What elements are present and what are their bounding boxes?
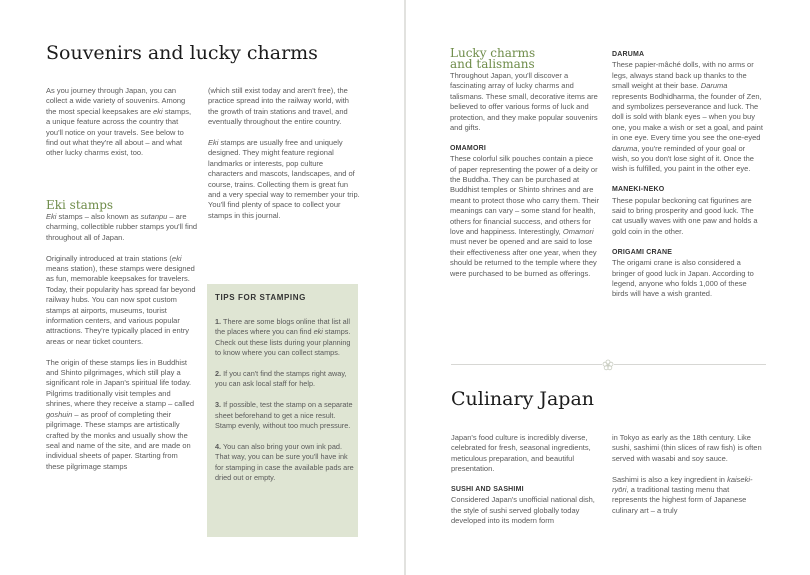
left-column-1 xyxy=(46,86,196,169)
tip-3: 3. If possible, test the stamp on a separate sheet beforehand to get a nice result. Stamp evenly, without too much pressure. xyxy=(215,400,353,431)
culinary-intro: Japan's food culture is incredibly diverse, celebrated for fresh, seasonal ingredients, meticulous preparation, and beautiful presentation. xyxy=(451,433,591,474)
sushi-section: SUSHI AND SASHIMI Considered Japan's unofficial national dish, the style of sushi served globally today developed into its modern form xyxy=(451,485,601,527)
maneki-neko-section: MANEKI-NEKO These popular beckoning cat figurines are said to bring prosperity and good luck. The cat usually waves with one paw and holds a gold coin in the other. xyxy=(612,185,764,237)
tip-1: 1. There are some blogs online that list all the places where you can find eki stamps. Check out these lists during your planning to know where you can collect stamps. xyxy=(215,317,351,358)
right-page xyxy=(406,0,810,575)
culinary-column-2 xyxy=(612,433,764,527)
tips-list xyxy=(215,317,355,494)
eki-paragraph-2: Originally introduced at train stations (eki means station), these stamps were designed as fun, memorable keepsakes for travelers. Today, their popularity has spread far beyond railway hubs. You can now spot custom stamps at airports, museums, tourist information centers, and various popular attractions. They're typically placed in entry areas or near ticket counters. xyxy=(46,253,196,346)
lucky-charms-heading: Lucky charms and talismans xyxy=(450,46,536,71)
omamori-section: OMAMORI These colorful silk pouches contain a piece of paper representing the power of a deity or the Buddha. They can be purchased at Buddhist temples or Shinto shrines and are meant to protect those who carry them. Their meanings can vary – some stand for health, others for financial success, and others for love and happiness. Interestingly, Omamori must never be opened and are said to lose their effectiveness after one year, when they should be returned to the temple where they were purchased to be burned as offerings. xyxy=(450,144,600,278)
culinary-title: Culinary Japan xyxy=(451,388,595,410)
culinary-column-1 xyxy=(451,433,601,537)
eki-stamps-heading: Eki stamps xyxy=(46,198,114,212)
intro-paragraph: As you journey through Japan, you can collect a wide variety of souvenirs. Among the most special keepsakes are eki stamps, a unique feature across the country that you'll notice on your travels. See below to find out what they're all about – and what other lucky charms exist, too. xyxy=(46,86,192,158)
maneki-neko-heading: MANEKI-NEKO xyxy=(612,186,665,194)
kaiseki-paragraph: Sashimi is also a key ingredient in kaiseki-ryōri, a traditional tasting menu that represents the highest form of Japanese culinary art – a truly xyxy=(612,474,753,515)
daruma-section: DARUMA These papier-mâché dolls, with no arms or legs, always stand back up thanks to the small weight at their base. Daruma represents Bodhidharma, the founder of Zen, and symbolizes perseverance and luck. The doll is sold with blank eyes – when you buy one, you make a wish or set a goal, and paint in one eye. Every time you see the one-eyed daruma, you're reminded of your goal or wish, so you don't lose sight of it. Once the wish is fulfilled, you paint in the other eye. xyxy=(612,51,763,174)
lucky-column-2 xyxy=(612,50,764,310)
tips-heading: TIPS FOR STAMPING xyxy=(215,293,306,302)
tip-4: 4. You can also bring your own ink pad. That way, you can be sure you'll have ink for stamping in case the available pads are dried out or empty. xyxy=(215,441,354,483)
flower-divider-icon xyxy=(602,358,614,370)
tip-2: 2. If you can't find the stamps right away, you can ask local staff for help. xyxy=(215,369,347,389)
sashimi-paragraph: in Tokyo as early as the 18th century. Like sushi, sashimi (thin slices of raw fish) is often served with wasabi and soy sauce. xyxy=(612,433,762,463)
eki-paragraph-3: The origin of these stamps lies in Buddhist and Shinto pilgrimages, which still play a significant role in Japan's spiritual life today. Pilgrims traditionally visit temples and shrines, where they receive a stamp – called goshuin – as proof of completing their pilgrimage. These stamps are artistically crafted by the monks and usually show the seal and name of the site, and are made on individual sheets of paper. Starting from these pilgrimage stamps xyxy=(46,357,194,471)
lucky-intro: Throughout Japan, you'll discover a fascinating array of lucky charms and talismans. These small, decorative items are believed to offer various forms of luck and protection, and they make popular souvenirs and gifts. xyxy=(450,71,598,133)
left-page xyxy=(0,0,404,575)
sushi-heading: SUSHI AND SASHIMI xyxy=(451,486,524,494)
col2-paragraph-2: Eki stamps are usually free and uniquely designed. They might feature regional landmarks or interests, pop culture characters and mascots, landscapes, and of course, trains. Collecting them is great fun and a very special way to remember your trip. You'll find plenty of space to collect your stamps in this journal. xyxy=(208,138,360,220)
origami-crane-section: ORIGAMI CRANE The origami crane is also considered a bringer of good luck in Japan. According to legend, anyone who folds 1,000 of these birds will have a wish granted. xyxy=(612,248,764,300)
col2-paragraph-1: (which still exist today and aren't free), the practice spread into the railway world, with the growth of train stations and travel, and eventually throughout the entire country. xyxy=(208,86,349,127)
daruma-heading: DARUMA xyxy=(612,51,645,58)
tips-box xyxy=(207,284,358,537)
left-column-2 xyxy=(208,86,360,232)
eki-paragraph-1: Eki stamps – also known as sutanpu – are charming, collectible rubber stamps you'll find throughout all of Japan. xyxy=(46,212,198,242)
origami-crane-heading: ORIGAMI CRANE xyxy=(612,248,673,256)
left-column-1-body xyxy=(46,212,198,483)
lucky-column-1 xyxy=(450,71,601,290)
omamori-heading: OMAMORI xyxy=(450,144,487,152)
page-title: Souvenirs and lucky charms xyxy=(46,42,318,64)
